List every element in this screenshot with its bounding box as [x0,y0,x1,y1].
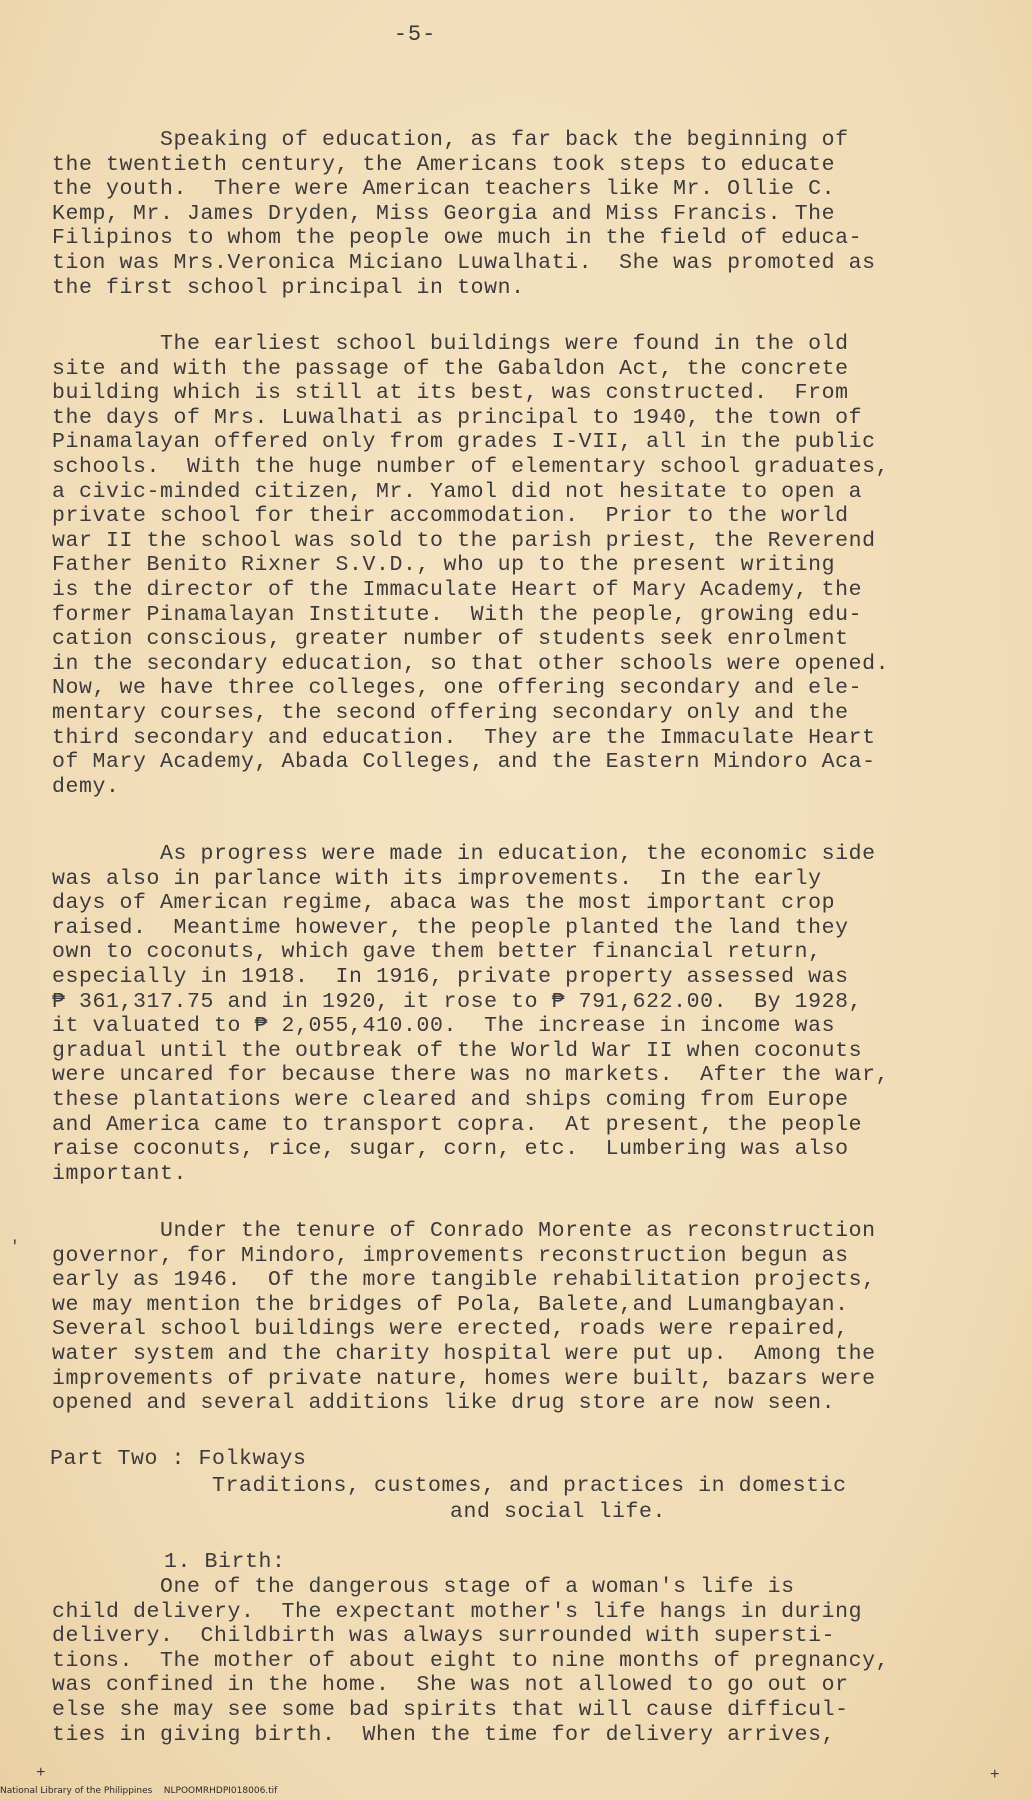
paragraph-economic-side-line: and America came to transport copra. At present, the people [52,1112,863,1137]
page-number: -5- [393,22,437,47]
paragraph-school-buildings-line: demy. [52,774,120,799]
paragraph-birth-line: else she may see some bad spirits that will cause difficul- [52,1697,849,1722]
paragraph-school-buildings-line: is the director of the Immaculate Heart of Mary Academy, the [52,577,863,602]
paragraph-school-buildings-line: war II the school was sold to the parish priest, the Reverend [52,528,876,553]
paragraph-school-buildings-line: the days of Mrs. Luwalhati as principal to 1940, the town of [52,405,863,430]
paragraph-school-buildings-line: Pinamalayan offered only from grades I-VII, all in the public [52,430,876,455]
paragraph-school-buildings-line: mentary courses, the second offering secondary only and the [52,700,849,725]
paragraph-school-buildings-line: site and with the passage of the Gabaldon Act, the concrete [52,356,849,381]
paragraph-school-buildings-line: private school for their accommodation. Prior to the world [52,504,849,529]
paragraph-birth [52,1575,972,1747]
paragraph-birth-line: child delivery. The expectant mother's life hangs in during [52,1599,863,1624]
paragraph-school-buildings-line: building which is still at its best, was constructed. From [52,381,849,406]
paragraph-education-intro-line: Kemp, Mr. James Dryden, Miss Georgia and Miss Francis. The [52,201,836,226]
paragraph-economic-side-line: gradual until the outbreak of the World War II when coconuts [52,1038,863,1063]
paragraph-reconstruction-line: improvements of private nature, homes were built, bazars were [52,1366,876,1391]
paragraph-education-intro-line: Filipinos to whom the people owe much in the field of educa- [52,226,863,251]
paragraph-school-buildings-line: The earliest school buildings were found in the old [52,332,849,356]
paragraph-education-intro-line: Speaking of education, as far back the beginning of [52,128,849,152]
birth-heading: 1. Birth: [164,1550,286,1574]
paragraph-reconstruction-line: governor, for Mindoro, improvements reconstruction begun as [52,1243,849,1268]
margin-pen-mark-left: + [36,1764,46,1782]
paragraph-economic-side-line: important. [52,1161,188,1186]
part-two-subtitle-line1: Traditions, customes, and practices in domestic [212,1474,847,1498]
paragraph-economic-side-line: it valuated to ₱ 2,055,410.00. The increase in income was [52,1014,836,1039]
paragraph-school-buildings-line: of Mary Academy, Abada Colleges, and the Eastern Mindoro Aca- [52,750,876,775]
paragraph-economic-side-line: days of American regime, abaca was the most important crop [52,891,836,916]
paragraph-birth-line: One of the dangerous stage of a woman's life is [52,1575,795,1599]
paragraph-school-buildings-line: a civic-minded citizen, Mr. Yamol did not hesitate to open a [52,479,863,504]
paragraph-school-buildings-line: schools. With the huge number of elementary school graduates, [52,454,890,479]
paragraph-school-buildings-line: Father Benito Rixner S.V.D., who up to the present writing [52,553,836,578]
margin-tick-mark: ' [10,1238,20,1256]
paragraph-education-intro-line: the youth. There were American teachers like Mr. Ollie C. [52,177,836,202]
paragraph-education-intro-line: the twentieth century, the Americans took steps to educate [52,152,836,177]
paragraph-reconstruction [52,1219,972,1416]
paragraph-reconstruction-line: opened and several additions like drug store are now seen. [52,1391,836,1416]
paragraph-reconstruction-line: Under the tenure of Conrado Morente as reconstruction [52,1219,876,1243]
paragraph-economic-side-line: were uncared for because there was no markets. After the war, [52,1063,890,1088]
paragraph-education-intro-line: tion was Mrs.Veronica Miciano Luwalhati. She was promoted as [52,250,876,275]
paragraph-school-buildings-line: third secondary and education. They are the Immaculate Heart [52,725,876,750]
paragraph-birth-line: delivery. Childbirth was always surrounded with supersti- [52,1624,836,1649]
paragraph-economic-side-line: ₱ 361,317.75 and in 1920, it rose to ₱ 791,622.00. By 1928, [52,989,863,1014]
paragraph-school-buildings-line: Now, we have three colleges, one offering secondary and ele- [52,676,863,701]
paragraph-economic-side-line: these plantations were cleared and ships coming from Europe [52,1087,849,1112]
paragraph-reconstruction-line: early as 1946. Of the more tangible rehabilitation projects, [52,1268,876,1293]
paragraph-economic-side-line: was also in parlance with its improvements. In the early [52,866,822,891]
paragraph-economic-side [52,842,972,1186]
paragraph-economic-side-line: especially in 1918. In 1916, private property assessed was [52,964,849,989]
paragraph-economic-side-line: own to coconuts, which gave them better financial return, [52,940,822,965]
paragraph-birth-line: ties in giving birth. When the time for delivery arrives, [52,1722,836,1747]
part-two-label: Part Two : Folkways [50,1447,307,1471]
paragraph-education-intro-line: the first school principal in town. [52,275,525,300]
paragraph-school-buildings-line: in the secondary education, so that other schools were opened. [52,651,890,676]
paragraph-education-intro [52,128,972,300]
paragraph-birth-line: was confined in the home. She was not allowed to go out or [52,1673,849,1698]
margin-pen-mark-right: + [990,1766,1000,1784]
paragraph-birth-line: tions. The mother of about eight to nine months of pregnancy, [52,1648,890,1673]
paragraph-economic-side-line: raised. Meantime however, the people planted the land they [52,915,849,940]
paragraph-reconstruction-line: we may mention the bridges of Pola, Balete,and Lumangbayan. [52,1292,849,1317]
paragraph-school-buildings-line: cation conscious, greater number of students seek enrolment [52,627,849,652]
paragraph-reconstruction-line: water system and the charity hospital were put up. Among the [52,1341,876,1366]
archive-footer: National Library of the Philippines NLPOOMRHDPI018006.tif [0,1786,278,1796]
paragraph-economic-side-line: As progress were made in education, the economic side [52,842,876,866]
paragraph-school-buildings [52,332,972,799]
paragraph-school-buildings-line: former Pinamalayan Institute. With the people, growing edu- [52,602,863,627]
paragraph-reconstruction-line: Several school buildings were erected, roads were repaired, [52,1317,849,1342]
part-two-subtitle-line2: and social life. [450,1500,667,1524]
paragraph-economic-side-line: raise coconuts, rice, sugar, corn, etc. Lumbering was also [52,1137,849,1162]
